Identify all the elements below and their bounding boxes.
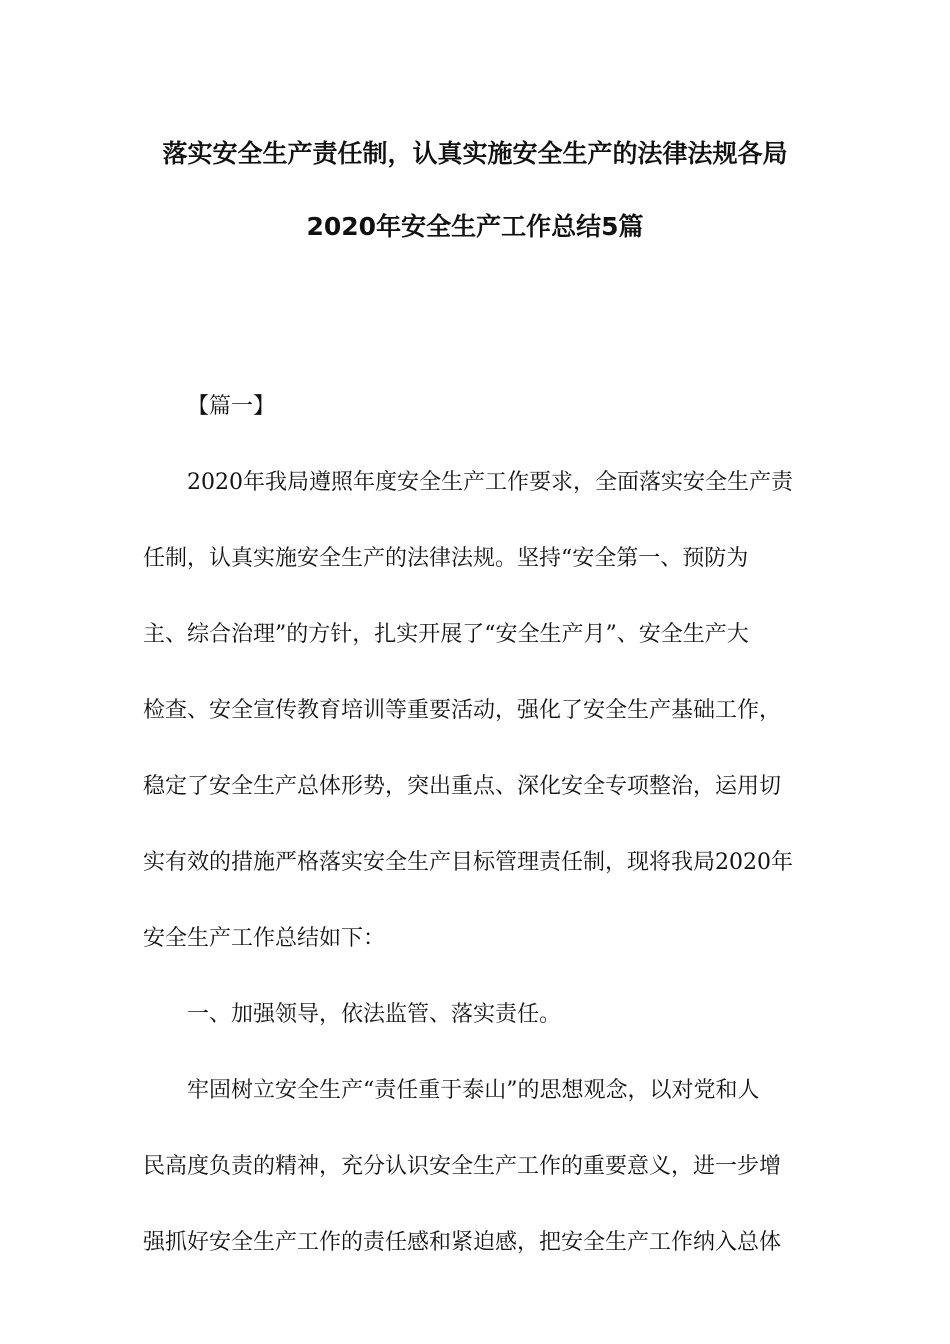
paragraph-line: 任制，认真实施安全生产的法律法规。坚持“安全第一、预防为 xyxy=(143,546,749,571)
paragraph-line: 2020年我局遵照年度安全生产工作要求，全面落实安全生产责 xyxy=(187,470,793,495)
paragraph-line: 安全生产工作总结如下： xyxy=(143,926,386,951)
paragraph-line: 强抓好安全生产工作的责任感和紧迫感，把安全生产工作纳入总体 xyxy=(143,1230,782,1255)
paragraph-line: 主、综合治理”的方针，扎实开展了“安全生产月”、安全生产大 xyxy=(143,622,749,647)
paragraph-line: 检查、安全宣传教育培训等重要活动，强化了安全生产基础工作， xyxy=(143,698,782,723)
document-title-line-1: 落实安全生产责任制，认真实施安全生产的法律法规各局 xyxy=(162,139,788,168)
paragraph-1 xyxy=(143,464,808,958)
paragraph-line: 牢固树立安全生产“责任重于泰山”的思想观念，以对党和人 xyxy=(187,1078,760,1103)
document-body xyxy=(143,388,808,1300)
paragraph-line: 民高度负责的精神，充分认识安全生产工作的重要意义，进一步增 xyxy=(143,1154,782,1179)
section-label-text: 【篇一】 xyxy=(187,394,276,419)
section-label xyxy=(143,388,808,426)
paragraph-3 xyxy=(143,1072,808,1262)
paragraph-line: 实有效的措施严格落实安全生产目标管理责任制，现将我局2020年 xyxy=(143,850,793,875)
paragraph-line: 稳定了安全生产总体形势，突出重点、深化安全专项整治，运用切 xyxy=(143,774,782,799)
paragraph-2-heading xyxy=(143,996,808,1034)
document-title-line-2: 2020年安全生产工作总结5篇 xyxy=(306,212,644,241)
paragraph-line: 一、加强领导，依法监管、落实责任。 xyxy=(187,1002,562,1027)
